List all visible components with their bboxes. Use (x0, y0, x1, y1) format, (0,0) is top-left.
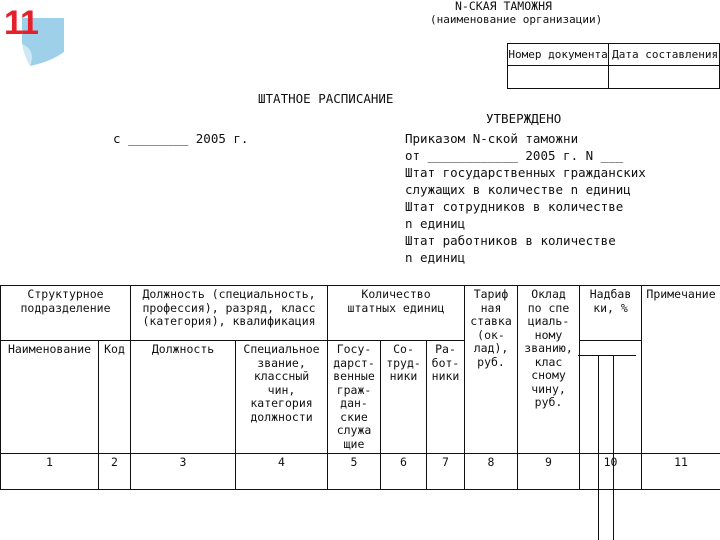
approved-line: от ____________ 2005 г. N ___ (405, 148, 624, 163)
column-number: 7 (427, 454, 465, 490)
column-number: 6 (381, 454, 427, 490)
header-position: Должность (специальность, профессия), разряд, класс (категория), квалификация (131, 286, 328, 341)
column-number: 11 (642, 454, 720, 490)
bonus-subcolumn-line (613, 355, 614, 540)
header-structural-unit: Структурное подразделение (1, 286, 131, 341)
approved-line: Штат государственных гражданских (405, 165, 646, 180)
doc-number-cell (508, 66, 609, 89)
subheader-name: Наименование (1, 341, 99, 454)
column-number: 1 (1, 454, 99, 490)
doc-date-cell (609, 66, 720, 89)
column-number: 10 (580, 454, 642, 490)
slide-number: 11 (4, 4, 38, 42)
header-notes: Примечание (642, 286, 720, 454)
subheader-bonus-subcolumns (580, 341, 642, 454)
bonus-subrow-line (578, 355, 636, 356)
column-number: 5 (328, 454, 381, 490)
approved-line: Штат работников в количестве (405, 233, 616, 248)
document-info-box (507, 43, 720, 89)
header-tariff-rate: Тариф ная ставка (ок- лад), руб. (465, 286, 518, 454)
org-name: N-СКАЯ ТАМОЖНЯ (455, 0, 552, 13)
subheader-special-rank: Специальное звание, классный чин, категория должности (236, 341, 328, 454)
subheader-position: Должность (131, 341, 236, 454)
subheader-civil-servants: Госу- дарст- венные граж- дан- ские служа щие (328, 341, 381, 454)
approved-line: n единиц (405, 250, 466, 265)
approved-line: n единиц (405, 216, 466, 231)
column-number: 9 (518, 454, 580, 490)
bonus-subcolumn-line (598, 355, 599, 540)
column-number: 4 (236, 454, 328, 490)
approved-line: Приказом N-ской таможни (405, 131, 579, 146)
approved-line: Штат сотрудников в количестве (405, 199, 624, 214)
column-number: 3 (131, 454, 236, 490)
approved-line: служащих в количестве n единиц (405, 182, 631, 197)
date-line: с ________ 2005 г. (113, 131, 249, 146)
org-caption: (наименование организации) (430, 13, 603, 26)
subheader-workers: Ра- бот- ники (427, 341, 465, 454)
staffing-table (0, 285, 720, 490)
header-bonuses: Надбав ки, % (580, 286, 642, 341)
subheader-code: Код (99, 341, 131, 454)
header-salary: Оклад по спе циаль- ному званию, клас сному чину, руб. (518, 286, 580, 454)
doc-number-header: Номер документа (508, 44, 609, 66)
slide-number-badge (0, 0, 70, 70)
approved-block (405, 130, 646, 266)
subheader-staff: Со- труд- ники (381, 341, 427, 454)
column-number: 8 (465, 454, 518, 490)
approved-label: УТВЕРЖДЕНО (486, 111, 562, 126)
doc-date-header: Дата составления (609, 44, 720, 66)
document-title: ШТАТНОЕ РАСПИСАНИЕ (258, 91, 394, 106)
column-number: 2 (99, 454, 131, 490)
header-staff-count: Количество штатных единиц (328, 286, 465, 341)
